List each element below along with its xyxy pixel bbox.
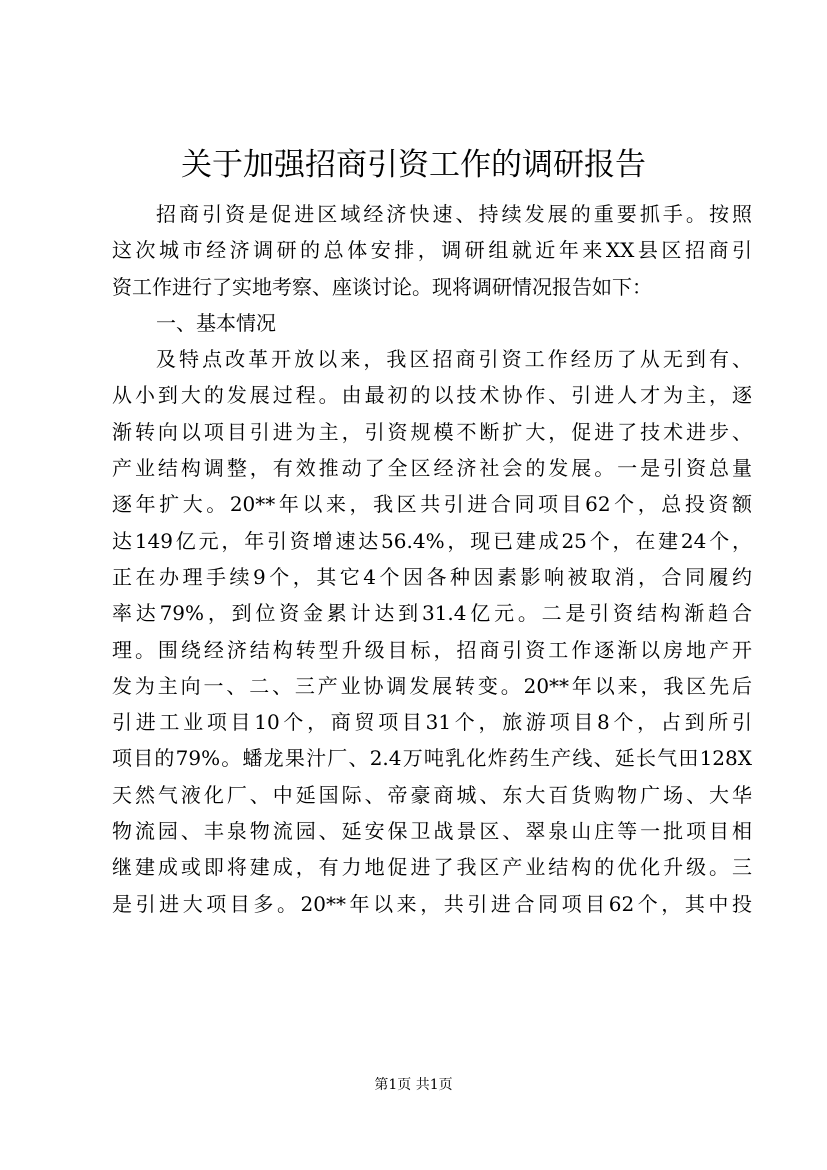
document-body: [112, 196, 752, 922]
document-title: 关于加强招商引资工作的调研报告: [181, 147, 646, 183]
paragraph-line: 发为主向一、二、三产业协调发展转变。20**年以来，我区先后: [112, 673, 752, 698]
section-heading: 一、基本情况: [156, 310, 276, 335]
paragraph-line: 引进工业项目10个，商贸项目31个，旅游项目8个，占到所引: [112, 710, 752, 735]
paragraph-line: 物流园、丰泉物流园、延安保卫战景区、翠泉山庄等一批项目相: [112, 819, 752, 844]
paragraph-line: 从小到大的发展过程。由最初的以技术协作、引进人才为主，逐: [112, 383, 752, 408]
paragraph-line: 产业结构调整，有效推动了全区经济社会的发展。一是引资总量: [112, 456, 752, 481]
paragraph-line: 正在办理手续9个，其它4个因各种因素影响被取消，合同履约: [112, 564, 752, 589]
paragraph-line: 理。围绕经济结构转型升级目标，招商引资工作逐渐以房地产开: [112, 637, 752, 662]
paragraph-line: 率达79%，到位资金累计达到31.4亿元。二是引资结构渐趋合: [112, 601, 752, 626]
paragraph-line: 是引进大项目多。20**年以来，共引进合同项目62个，其中投: [112, 891, 752, 916]
paragraph-line: 继建成或即将建成，有力地促进了我区产业结构的优化升级。三: [112, 855, 752, 880]
page-footer: 第1页 共1页: [374, 1077, 453, 1093]
paragraph-line: 天然气液化厂、中延国际、帝豪商城、东大百货购物广场、大华: [112, 782, 752, 807]
paragraph-line: 这次城市经济调研的总体安排，调研组就近年来XX县区招商引: [112, 238, 752, 263]
paragraph-line: 项目的79%。蟠龙果汁厂、2.4万吨乳化炸药生产线、延长气田128X: [112, 746, 752, 771]
paragraph-line: 达149亿元，年引资增速达56.4%，现已建成25个，在建24个，: [112, 528, 752, 553]
paragraph-line: 资工作进行了实地考察、座谈讨论。现将调研情况报告如下：: [112, 274, 652, 299]
paragraph-line: 招商引资是促进区域经济快速、持续发展的重要抓手。按照: [156, 202, 752, 226]
paragraph-line: 渐转向以项目引进为主，引资规模不断扩大，促进了技术进步、: [112, 419, 752, 444]
paragraph-line: 逐年扩大。20**年以来，我区共引进合同项目62个，总投资额: [112, 492, 752, 517]
paragraph-line: 及特点改革开放以来，我区招商引资工作经历了从无到有、: [156, 347, 752, 372]
